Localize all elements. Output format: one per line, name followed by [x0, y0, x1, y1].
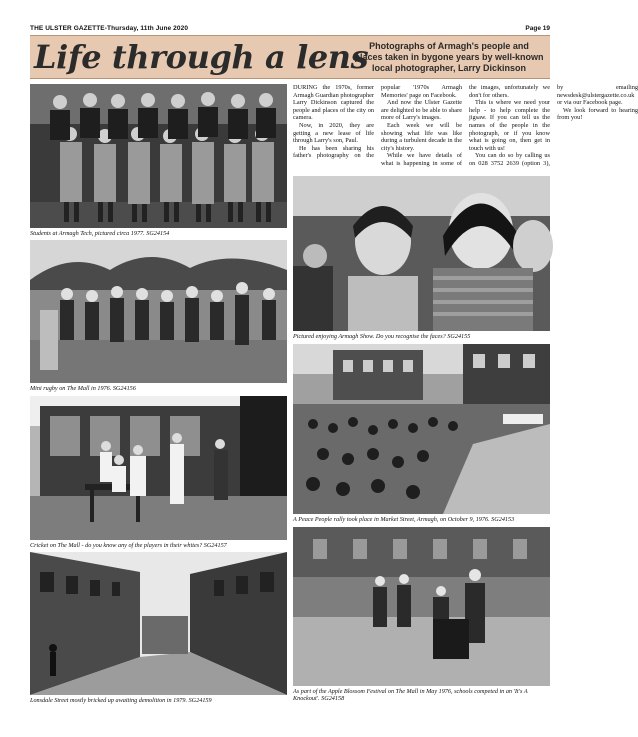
caption-tech: Students at Armagh Tech, pictured circa 1977. SG24154	[30, 230, 170, 237]
article-paragraph: While we have details of what is happening in some of the images, unfortunately we don't for others.	[381, 84, 550, 167]
photo-peace-rally	[293, 344, 550, 514]
article-paragraph: We look forward to hearing from you!	[557, 106, 638, 122]
article-paragraph: Now, in 2020, they are getting a new lease of life through Larry's son, Paul.	[293, 121, 374, 145]
article-paragraph: Each week we will be showing what life was like during a turbulent decade in the city's history.	[381, 121, 462, 152]
caption-show: Pictured enjoying Armagh Show. Do you recognise the faces? SG24155	[293, 333, 471, 340]
article-body	[293, 84, 638, 172]
photo-cricket-image	[30, 396, 287, 540]
photo-peace-rally-image	[293, 344, 550, 514]
paper-date: THE ULSTER GAZETTE-Thursday, 11th June 2020	[30, 25, 189, 32]
photo-cricket	[30, 396, 287, 540]
caption-cricket: Cricket on The Mall - do you know any of the players in their whites? SG24157	[30, 542, 227, 549]
page-number: Page 19	[525, 25, 550, 32]
photo-students-tech-image	[30, 84, 287, 228]
subhead: Photographs of Armagh's people and places taken in bygone years by well-known local photographer, Larry Dickinson	[354, 41, 544, 73]
caption-apple: As part of the Apple Blossom Festival on The Mall in May 1976, schools competed in an 'It's A Knockout'. SG24158	[293, 688, 528, 703]
feature-banner	[30, 35, 550, 79]
photo-mini-rugby-image	[30, 240, 287, 383]
caption-lonsdale: Lonsdale Street mostly bricked up awaiting demolition in 1979. SG24159	[30, 697, 212, 704]
photo-apple-blossom	[293, 527, 550, 686]
article-paragraph: This is where we need your help - to help complete the jigsaw. If you can tell us the names of the people in the photograph, or if you know what is going on, then get in touch with us!	[469, 99, 550, 152]
photo-apple-blossom-image	[293, 527, 550, 686]
caption-rugby: Mini rugby on The Mall in 1976. SG24156	[30, 385, 136, 392]
article-paragraph: He has been sharing his father's photography on the popular '1970s Armagh Memories' page on Facebook.	[293, 84, 462, 160]
photo-armagh-show-image	[293, 176, 550, 331]
masthead	[30, 22, 550, 36]
caption-peace: A Peace People rally took place in Market Street, Armagh, on October 9, 1976. SG24153	[293, 516, 515, 523]
photo-mini-rugby	[30, 240, 287, 383]
article-paragraph: DURING the 1970s, former Armagh Guardian photographer Larry Dickinson captured the people and places of the city on camera.	[293, 84, 374, 122]
photo-students-tech	[30, 84, 287, 228]
photo-armagh-show	[293, 176, 550, 331]
article-paragraph: And now the Ulster Gazette are delighted to be able to share more of Larry's images.	[381, 99, 462, 122]
article-paragraph: You can do so by calling us on 028 3752 2639 (option 3), by emailing newsdesk@ulstergazette.co.uk or via our Facebook page.	[469, 84, 638, 167]
headline: Life through a lens	[34, 38, 369, 76]
photo-lonsdale-street-image	[30, 552, 287, 695]
photo-lonsdale-street	[30, 552, 287, 695]
